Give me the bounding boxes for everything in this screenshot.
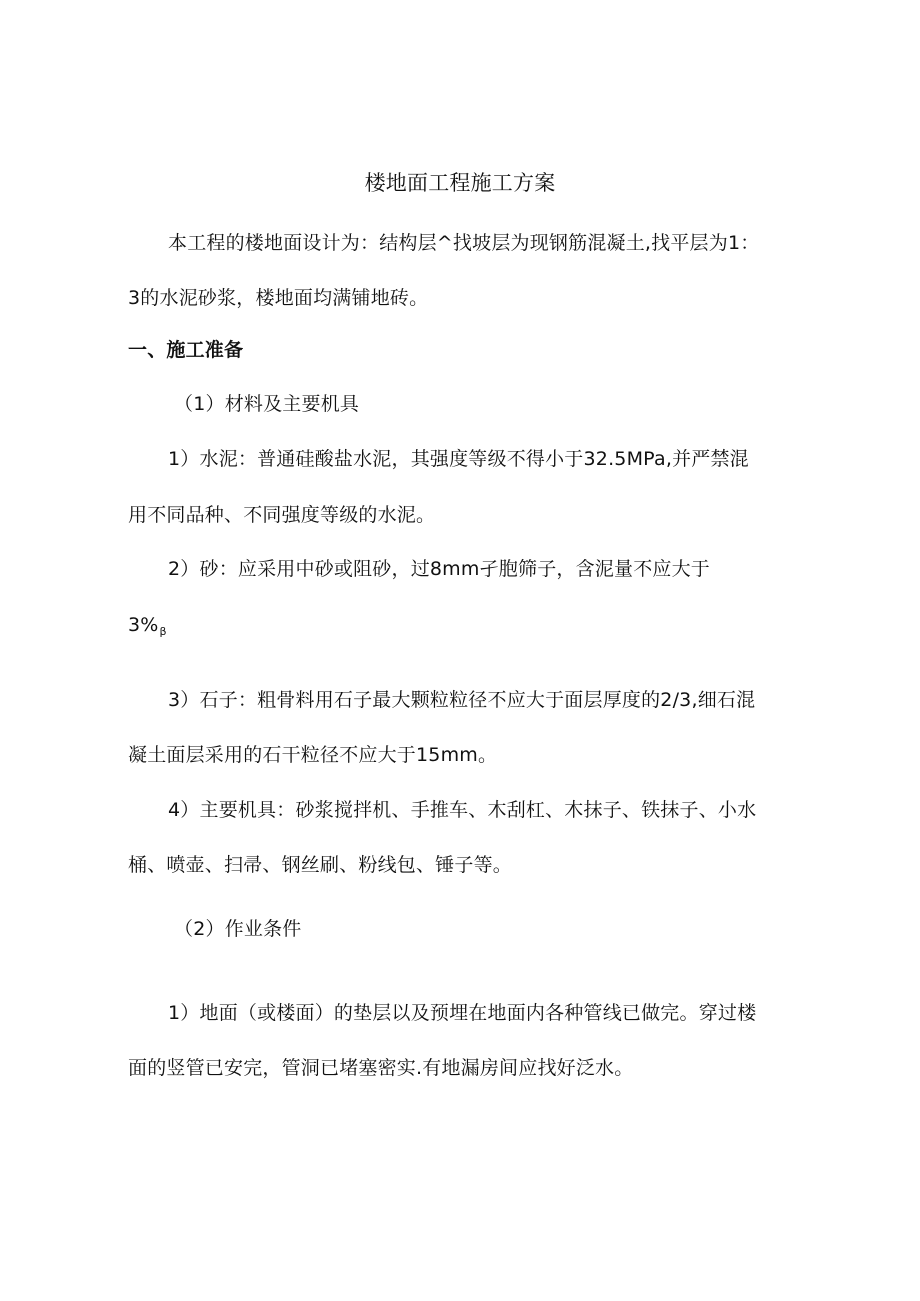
- item-tools-line-1: 4）主要机具：砂浆搅拌机、手推车、木刮杠、木抹子、铁抹子、小水: [168, 799, 757, 821]
- intro-line-1: 本工程的楼地面设计为：结构层^找坡层为现钢筋混凝土,找平层为1：: [168, 232, 760, 254]
- item-sand-value: 3%: [128, 614, 159, 636]
- item-conditions-line-2: 面的竖管已安完，管洞已堵塞密实.有地漏房间应找好泛水。: [128, 1057, 634, 1079]
- item-sand-line-2: [128, 613, 166, 640]
- item-stone-line-1: 3）石子：粗骨料用石子最大颗粒粒径不应大于面层厚度的2/3,细石混: [168, 689, 756, 711]
- item-cement-line-1: 1）水泥：普通硅酸盐水泥，其强度等级不得小于32.5MPa,并严禁混: [168, 448, 749, 470]
- item-sand-suffix: β: [159, 625, 167, 638]
- item-conditions-line-1: 1）地面（或楼面）的垫层以及预埋在地面内各种管线已做完。穿过楼: [168, 1002, 757, 1024]
- subsection-heading-conditions: （2）作业条件: [174, 918, 302, 940]
- item-tools-line-2: 桶、喷壶、扫帚、钢丝刷、粉线包、锤子等。: [128, 854, 513, 876]
- section-heading-preparation: 一、施工准备: [128, 339, 244, 361]
- document-title: 楼地面工程施工方案: [364, 171, 556, 195]
- intro-line-2: 3的水泥砂浆，楼地面均满铺地砖。: [128, 287, 429, 309]
- item-sand-line-1: 2）砂：应采用中砂或阻砂，过8mm孑胞筛子，含泥量不应大于: [168, 558, 710, 580]
- item-cement-line-2: 用不同品种、不同强度等级的水泥。: [128, 504, 436, 526]
- item-stone-line-2: 凝土面层采用的石干粒径不应大于15mm。: [128, 744, 498, 766]
- subsection-heading-materials: （1）材料及主要机具: [174, 393, 360, 415]
